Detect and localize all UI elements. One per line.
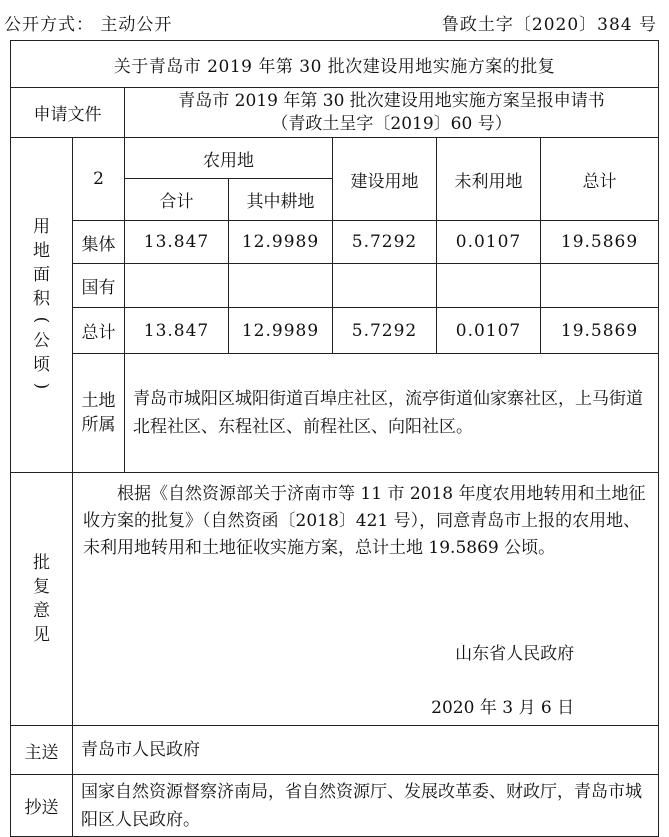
application-label: 申请文件 — [11, 88, 125, 138]
land-area-label: 用 地 面 积 ( 公 顷 ) — [11, 138, 73, 473]
total-value: 19.5869 — [541, 308, 659, 354]
unused-value — [437, 264, 541, 308]
farmland-header: 其中耕地 — [229, 179, 333, 221]
farmland-value: 12.9989 — [229, 221, 333, 264]
ownership-text: 青岛市城阳区城阳街道百埠庄社区，流亭街道仙家寨社区，上马街道北程社区、东程社区、前程社区、向阳社区。 — [125, 354, 659, 473]
row-label: 集体 — [73, 221, 125, 264]
copy-to-label: 抄送 — [11, 775, 73, 837]
approval-table — [10, 40, 659, 837]
copy-to-value: 国家自然资源督察济南局，省自然资源厅、发展改革委、财政厅，青岛市城阳区人民政府。 — [73, 775, 659, 837]
document-number: 鲁政土字〔2020〕384 号 — [441, 15, 657, 35]
approval-text: 根据《自然资源部关于济南市等 11 市 2018 年度农用地转用和土地征收方案的批复》（自然资函〔2018〕421 号），同意青岛市上报的农用地、未利用地转用和土地征收实施方案，总计土地 19.5869 公顷。 — [83, 484, 646, 558]
approval-date: 2020 年 3 月 6 日 — [431, 698, 575, 718]
agri-land-header: 农用地 — [125, 138, 333, 179]
agri-total-value — [125, 264, 229, 308]
disclosure-method: 公开方式： 主动公开 — [4, 15, 173, 35]
construction-value — [333, 264, 437, 308]
construction-land-header: 建设用地 — [333, 138, 437, 221]
corner-cell: 2 — [73, 138, 125, 221]
total-value: 19.5869 — [541, 221, 659, 264]
send-to-value: 青岛市人民政府 — [73, 726, 659, 775]
unused-value: 0.0107 — [437, 221, 541, 264]
application-line1: 青岛市 2019 年第 30 批次建设用地实施方案呈报申请书 — [178, 90, 605, 111]
agri-total-value: 13.847 — [125, 308, 229, 354]
total-value — [541, 264, 659, 308]
signing-authority: 山东省人民政府 — [455, 644, 575, 664]
unused-value: 0.0107 — [437, 308, 541, 354]
row-label: 国有 — [73, 264, 125, 308]
row-label: 总计 — [73, 308, 125, 354]
send-to-label: 主送 — [11, 726, 73, 775]
document-header — [0, 0, 669, 40]
document-title: 关于青岛市 2019 年第 30 批次建设用地实施方案的批复 — [11, 41, 659, 88]
table-row — [11, 221, 659, 264]
table-row — [11, 264, 659, 308]
agri-total-value: 13.847 — [125, 221, 229, 264]
approval-label: 批 复 意 见 — [11, 473, 73, 726]
table-row — [11, 308, 659, 354]
ownership-label: 土地所属 — [73, 354, 125, 473]
farmland-value: 12.9989 — [229, 308, 333, 354]
total-header: 总计 — [541, 138, 659, 221]
construction-value: 5.7292 — [333, 221, 437, 264]
unused-land-header: 未利用地 — [437, 138, 541, 221]
approval-opinion — [73, 473, 659, 726]
construction-value: 5.7292 — [333, 308, 437, 354]
application-document — [125, 88, 659, 138]
farmland-value — [229, 264, 333, 308]
application-line2: （青政土呈字〔2019〕60 号） — [271, 113, 512, 134]
agri-total-header: 合计 — [125, 179, 229, 221]
